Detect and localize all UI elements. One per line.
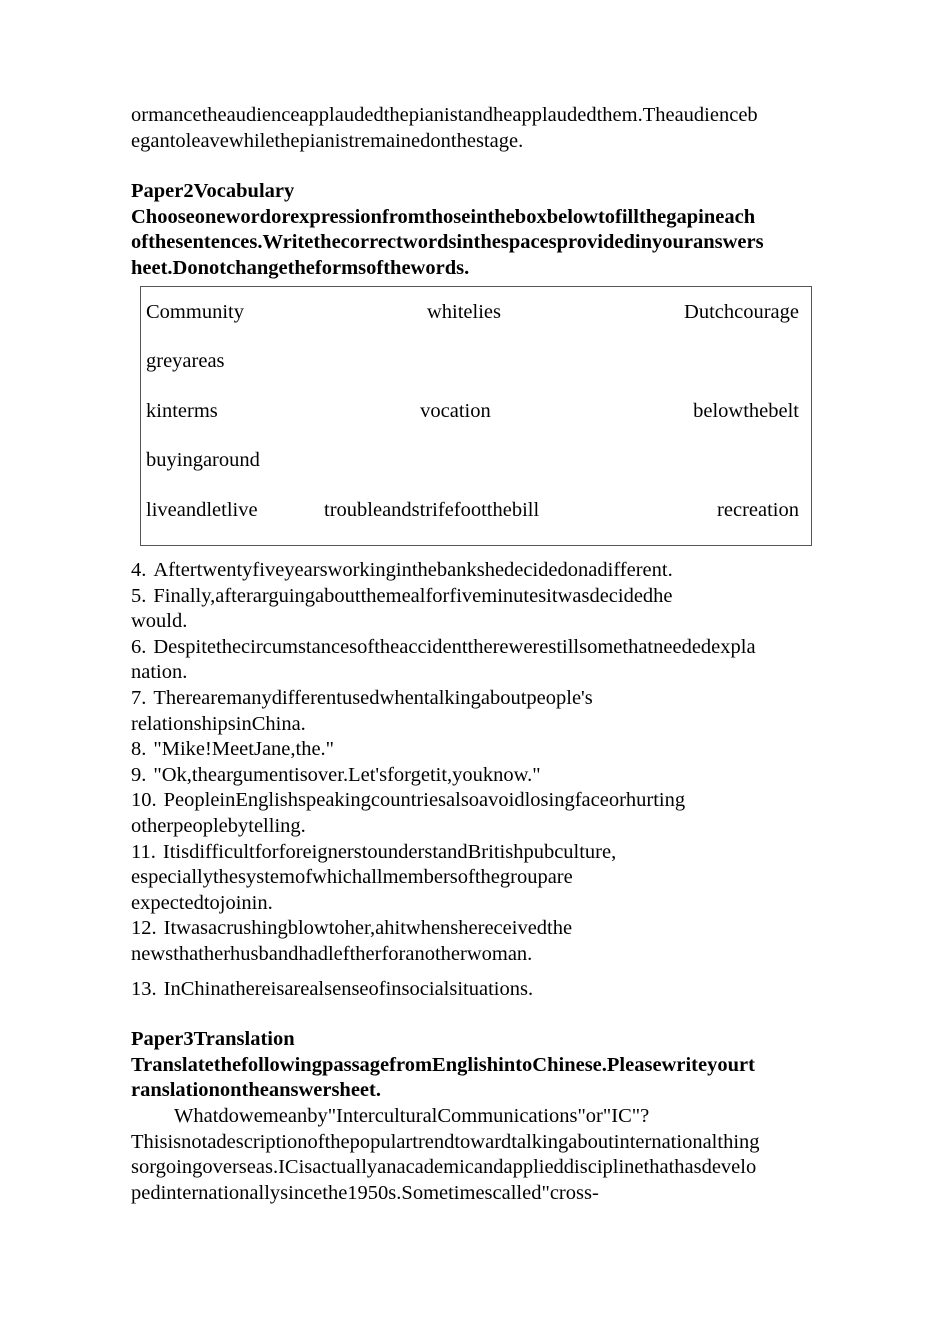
question-text: ItisdifficultforforeignerstounderstandBritishpubculture, (162, 840, 617, 863)
question-item (131, 686, 831, 737)
question-item (131, 737, 831, 763)
paper3-instructions (131, 1053, 831, 1104)
question-text: Finally,afterarguingaboutthemealforfiveminutesitwasdecidedhe (153, 584, 673, 607)
word-box-row (146, 343, 799, 393)
question-item (131, 584, 831, 635)
word-box-row (146, 442, 799, 492)
question-text: especiallythesystemofwhichallmembersofthegroupare (131, 866, 573, 889)
intro-line: ormancetheaudienceapplaudedthepianistandheapplaudedthem.Theaudienceb (131, 104, 758, 126)
question-text: Therearemanydifferentusedwhentalkingaboutpeople's (153, 687, 593, 710)
question-list (131, 558, 831, 1002)
passage-line: sorgoingoverseas.ICisactuallyanacademicandapplieddisciplinethathasdevelo (131, 1156, 757, 1179)
question-number: 5. (131, 584, 147, 607)
paper2-instructions (131, 205, 831, 282)
question-number: 4. (131, 559, 147, 582)
question-text: would. (131, 610, 188, 633)
question-text: InChinathereisarealsenseofinsocialsituations. (163, 977, 534, 1000)
word-box-row (146, 492, 799, 542)
word-option: kinterms (146, 399, 218, 422)
word-box-row (146, 393, 799, 443)
question-number: 6. (131, 635, 147, 658)
question-number: 10. (131, 789, 157, 812)
word-option: recreation (717, 498, 799, 521)
question-item (131, 558, 831, 584)
word-option: Dutchcourage (684, 300, 799, 323)
passage-line: Whatdowemeanby"InterculturalCommunications"or"IC"? (174, 1104, 650, 1127)
question-text: Aftertwentyfiveyearsworkinginthebankshedecidedonadifferent. (153, 559, 673, 582)
question-text: relationshipsinChina. (131, 712, 306, 735)
word-option: whitelies (426, 300, 501, 323)
instruction-line: Chooseonewordorexpressionfromthoseintheboxbelowtofillthegapineach (131, 205, 756, 228)
instruction-line: ranslationontheanswersheet. (131, 1079, 381, 1102)
word-option: liveandletlive (146, 498, 258, 521)
question-text: "Mike!MeetJane,the." (153, 738, 335, 761)
word-option: greyareas (146, 350, 225, 373)
word-box-row (146, 294, 799, 344)
instruction-line: heet.Donotchangetheformsofthewords. (131, 256, 470, 279)
question-item (131, 916, 831, 967)
question-text: "Ok,theargumentisover.Let'sforgetit,youknow." (153, 763, 541, 786)
question-item (131, 635, 831, 686)
question-text: PeopleinEnglishspeakingcountriesalsoavoidlosingfaceorhurting (163, 789, 686, 812)
question-item (131, 763, 831, 789)
word-option: troubleandstrifefootthebill (324, 498, 540, 521)
passage-line: pedinternationallysincethe1950s.Sometimescalled"cross- (131, 1181, 599, 1204)
question-item (131, 840, 831, 917)
question-item (131, 977, 831, 1003)
question-number: 13. (131, 977, 157, 1000)
word-option: buyingaround (146, 449, 260, 472)
question-item (131, 788, 831, 839)
instruction-line: ofthesentences.Writethecorrectwordsinthespacesprovidedinyouranswers (131, 231, 764, 254)
question-text: expectedtojoinin. (131, 891, 273, 914)
word-box (140, 286, 812, 547)
question-text: Despitethecircumstancesoftheaccidenttherewerestillsomethatneededexpla (153, 635, 756, 658)
intro-line: egantoleavewhilethepianistremainedonthestage. (131, 129, 524, 152)
question-number: 8. (131, 738, 147, 761)
instruction-line: TranslatethefollowingpassagefromEnglishintoChinese.Pleasewriteyourt (131, 1053, 755, 1076)
word-option: vocation (420, 399, 491, 422)
question-number: 12. (131, 917, 157, 940)
passage-line: Thisisnotadescriptionofthepopulartrendtowardtalkingaboutinternationalthing (131, 1130, 760, 1153)
question-text: newsthatherhusbandhadleftherforanotherwoman. (131, 942, 533, 965)
question-number: 7. (131, 687, 147, 710)
question-text: Itwasacrushingblowtoher,ahitwhenshereceivedthe (163, 917, 573, 940)
question-text: otherpeoplebytelling. (131, 815, 306, 837)
question-number: 9. (131, 763, 147, 786)
question-number: 11. (131, 840, 156, 863)
intro-paragraph (131, 103, 831, 154)
page-content (131, 103, 831, 1206)
paper3-title: Paper3Translation (131, 1028, 295, 1051)
translation-passage (131, 1104, 831, 1206)
word-option: belowthebelt (693, 399, 799, 422)
question-text: nation. (131, 661, 188, 684)
paper2-title: Paper2Vocabulary (131, 180, 295, 203)
word-option: Community (146, 300, 244, 323)
